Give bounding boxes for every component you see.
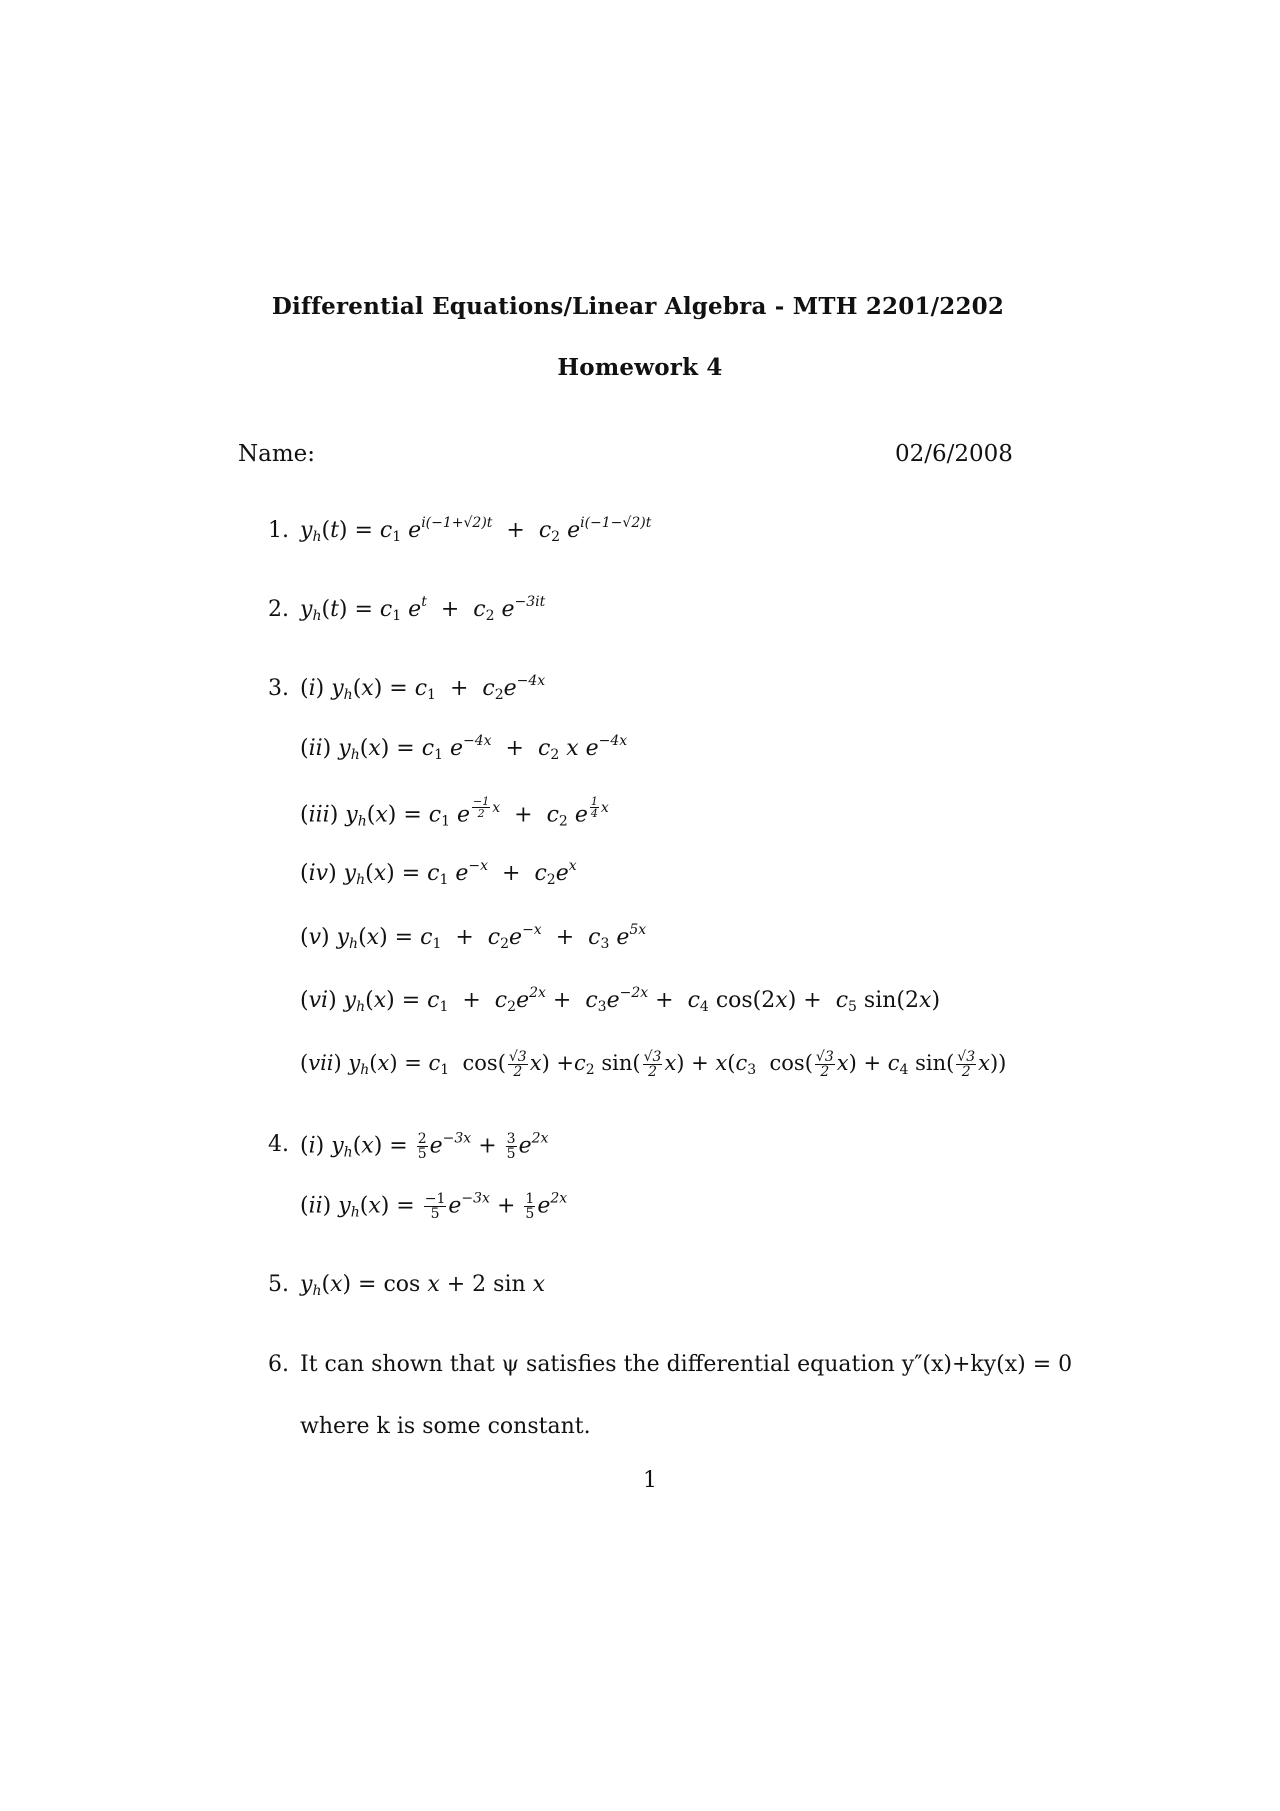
problem-4	[268, 1132, 289, 1157]
problem-number: 2.	[268, 597, 289, 622]
homework-title: Homework 4	[557, 354, 723, 381]
problem-2-answer: $y_h(t) = c_1$ $e^t + c_2$ $e^{-3it}$	[300, 594, 546, 624]
problem-3-part-v: (v) $y_h(x) = c_1 + c_2e^{-x} + c_3$ $e^{5x}$	[300, 922, 647, 952]
problem-1-answer: $y_h(t) = c_1$ $e^{i(-1+√2)t} + c_2$ $e^{i(-1-√2)t}$	[300, 515, 652, 545]
problem-3-part-iv: (iv) $y_h(x) = c_1$ $e^{-x} + c_2e^x$	[300, 858, 577, 888]
problem-4-part-ii: (ii) $y_h(x)$ = $\frac{-1}{5}$ $e^{-3x}$ + $\frac{1}{5}$ $e^{2x}$	[300, 1190, 568, 1222]
date: 02/6/2008	[895, 441, 1013, 467]
problem-number: 3.	[268, 676, 289, 701]
name-label: Name:	[238, 441, 316, 467]
problem-number: 1.	[268, 518, 289, 543]
problem-6	[268, 1352, 289, 1377]
problem-5-answer: $y_h(x) = \cos x + 2$ sin x	[300, 1272, 546, 1299]
problem-3-part-vi: (vi) $y_h(x) = c_1 + c_2e^{2x} + c_3e^{-2x} + c_4$ $\cos(2x) + c_5$ sin(2x)	[300, 985, 941, 1015]
problem-2	[268, 597, 289, 622]
problem-3	[268, 676, 289, 701]
course-title: Differential Equations/Linear Algebra - MTH 2201/2202	[271, 293, 1005, 320]
problem-number: 6.	[268, 1352, 289, 1377]
problem-number: 4.	[268, 1132, 289, 1157]
problem-1-answer-text	[0, 0, 1, 1]
problem-1	[268, 518, 289, 543]
problem-6-line-2: where k is some constant.	[300, 1414, 591, 1439]
page-number: 1	[643, 1468, 657, 1493]
problem-3-part-iii: (iii) $y_h(x) = c_1$ e $^{\frac{-1}{2} x} + c_2$ e $^{\frac{1}{4} x}$	[300, 795, 609, 830]
problem-3-part-vii: (vii) $y_h(x) = c_1$ cos( $\frac{√3}{2}$ $x) +c_2$ sin( $\frac{√3}{2}$ $x) + x(c_3$ cos( $\frac{√3}{2}$ $x) + c_4$ sin( $\frac{√3}{2}$ x))	[300, 1049, 1007, 1080]
problem-3-part-ii: (ii) $y_h(x) = c_1$ $e^{-4x} + c_2$ x $e^{-4x}$	[300, 733, 628, 763]
problem-number: 5.	[268, 1272, 289, 1297]
problem-3-part-i: (i) $y_h(x) = c_1 + c_2e^{-4x}$	[300, 673, 546, 703]
problem-4-part-i: (i) $y_h(x)$ = $\frac{2}{5}$ $e^{-3x}$ + $\frac{3}{5}$ $e^{2x}$	[300, 1130, 549, 1162]
problem-6-line-1: It can shown that ψ satisfies the differential equation y″(x)+ky(x) = 0	[300, 1352, 1073, 1377]
problem-5	[268, 1272, 289, 1297]
